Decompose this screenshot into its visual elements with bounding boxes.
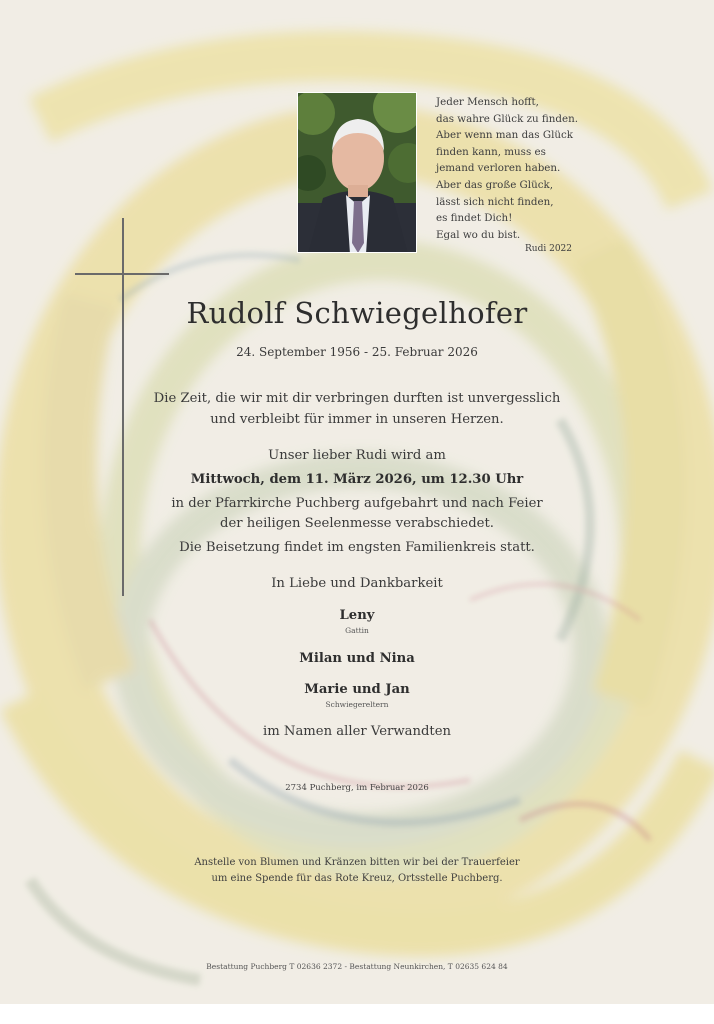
mourner-role: Gattin xyxy=(345,626,369,635)
intro-line-2: und verbleibt für immer in unseren Herzen. xyxy=(210,412,504,427)
place-line-1: in der Pfarrkirche Puchberg aufgebahrt und nach Feier xyxy=(171,496,543,511)
place-line-2: der heiligen Seelenmesse verabschiedet. xyxy=(220,516,494,531)
mourners-intro: In Liebe und Dankbarkeit xyxy=(271,576,443,591)
poem-line: Egal wo du bist. xyxy=(436,228,521,241)
service-datetime: Mittwoch, dem 11. März 2026, um 12.30 Uhr xyxy=(190,472,524,487)
donation-line-1: Anstelle von Blumen und Kränzen bitten wir bei der Trauerfeier xyxy=(194,857,520,868)
funeral-home-footer: Bestattung Puchberg T 02636 2372 - Bestattung Neunkirchen, T 02635 624 84 xyxy=(206,962,508,971)
poem-line: jemand verloren haben. xyxy=(436,162,561,175)
mourners-closing: im Namen aller Verwandten xyxy=(262,724,451,739)
mourner-name: Marie und Jan xyxy=(304,682,410,697)
poem-line: Aber das große Glück, xyxy=(436,178,553,191)
burial-note: Die Beisetzung findet im engsten Familienkreis statt. xyxy=(179,540,535,555)
cross-horizontal-bar xyxy=(75,273,169,275)
poem-line: Jeder Mensch hofft, xyxy=(436,96,539,108)
mourner-name: Milan und Nina xyxy=(299,651,415,666)
mourner-role: Schwiegereltern xyxy=(325,700,389,709)
poem xyxy=(436,94,579,255)
poem-line: das wahre Glück zu finden. xyxy=(436,112,579,125)
donation-line-2: um eine Spende für das Rote Kreuz, Ortsstelle Puchberg. xyxy=(211,873,503,884)
poem-line: es findet Dich! xyxy=(436,212,513,225)
intro-line-1: Die Zeit, die wir mit dir verbringen durften ist unvergesslich xyxy=(153,391,561,406)
poem-line: lässt sich nicht finden, xyxy=(436,195,554,208)
portrait-photo xyxy=(297,92,417,253)
place-date: 2734 Puchberg, im Februar 2026 xyxy=(285,783,429,793)
poem-line: finden kann, muss es xyxy=(436,145,546,158)
announcement-lead: Unser lieber Rudi wird am xyxy=(268,448,446,463)
footer-band xyxy=(0,1004,714,1024)
poem-signature: Rudi 2022 xyxy=(525,244,572,255)
mourner-name: Leny xyxy=(339,608,375,623)
poem-line: Aber wenn man das Glück xyxy=(436,129,574,142)
deceased-name: Rudolf Schwiegelhofer xyxy=(186,296,528,330)
life-dates: 24. September 1956 - 25. Februar 2026 xyxy=(236,345,478,359)
